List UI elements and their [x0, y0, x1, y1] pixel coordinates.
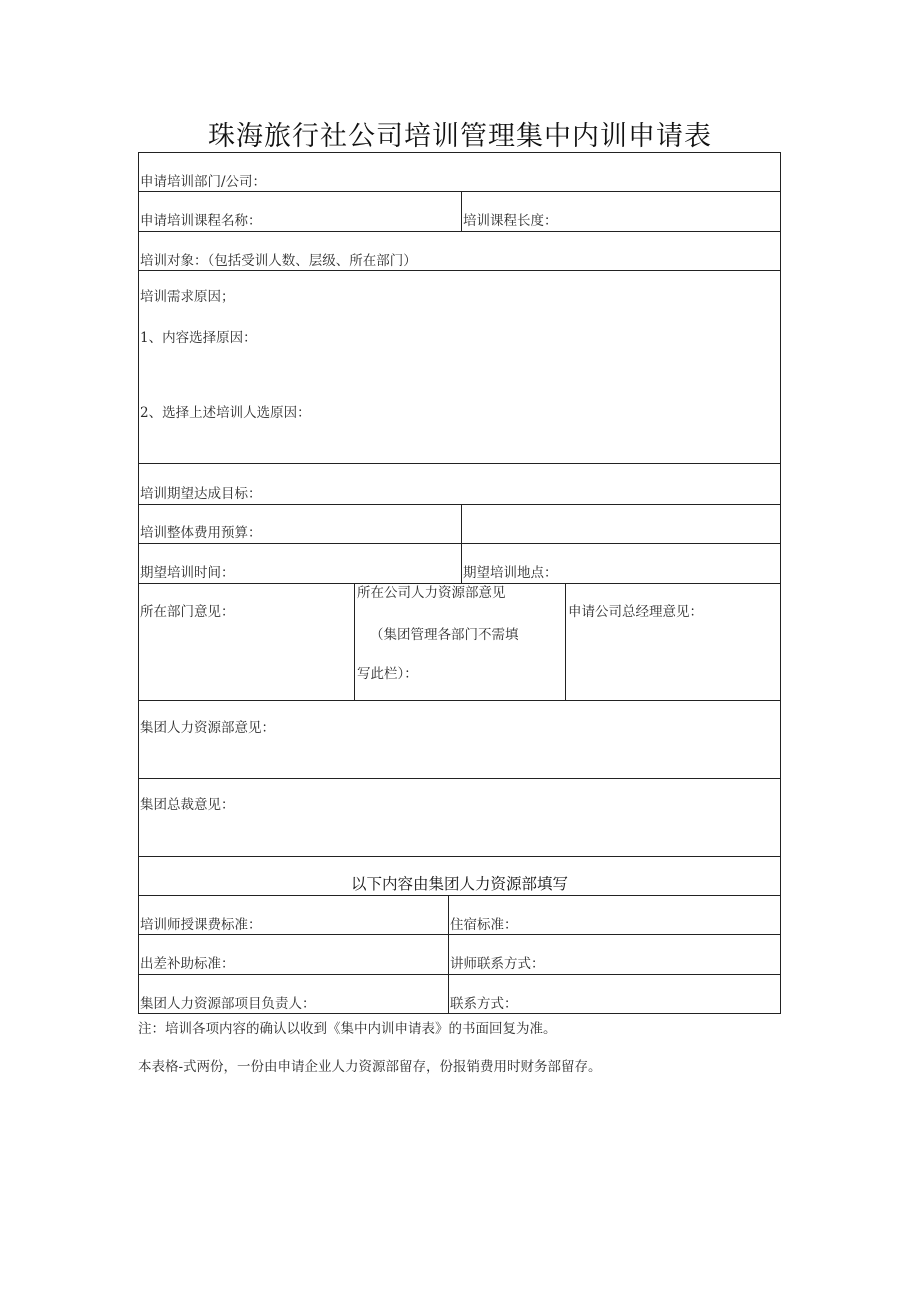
- course-length-label: 培训课程长度：: [463, 213, 558, 229]
- dept-opinion-label: 所在部门意见：: [140, 604, 235, 620]
- footnote-2: 本表格-式两份，一份由申请企业人力资源部留存，份报销费用时财务部留存。: [138, 1059, 602, 1075]
- footnote-1: 注：培训各项内容的确认以收到《集中内训申请表》的书面回复为准。: [138, 1021, 557, 1037]
- training-reason-1: 1、内容选择原因：: [140, 330, 257, 346]
- group-president-opinion-label: 集团总裁意见：: [140, 797, 235, 813]
- project-lead-label: 集团人力资源部项目负责人：: [140, 996, 316, 1012]
- travel-allowance-label: 出差补助标准：: [140, 956, 235, 972]
- training-target-label: 培训对象：（包括受训人数、层级、所在部门）: [140, 253, 417, 269]
- general-manager-opinion-label: 申请公司总经理意见：: [568, 604, 703, 620]
- expected-time-label: 期望培训时间：: [140, 565, 235, 581]
- training-reason-2: 2、选择上述培训人选原因：: [140, 405, 311, 421]
- hr-section-title: 以下内容由集团人力资源部填写: [350, 875, 568, 893]
- application-form-table: [138, 152, 781, 1014]
- trainer-contact-label: 讲师联系方式：: [450, 956, 545, 972]
- training-goal-label: 培训期望达成目标：: [140, 486, 262, 502]
- form-title: 珠海旅行社公司培训管理集中内训申请表: [208, 121, 712, 152]
- company-hr-opinion-line3: 写此栏）：: [357, 666, 418, 682]
- training-reason-title: 培训需求原因；: [140, 289, 235, 305]
- company-hr-opinion-line2: （集团管理各部门不需填: [370, 627, 519, 643]
- course-name-label: 申请培训课程名称：: [140, 213, 262, 229]
- contact-label: 联系方式：: [450, 996, 518, 1012]
- company-hr-opinion-line1: 所在公司人力资源部意见: [357, 585, 506, 601]
- lodging-standard-label: 住宿标准：: [450, 917, 518, 933]
- dept-company-label: 申请培训部门/公司：: [140, 174, 267, 190]
- group-hr-opinion-label: 集团人力资源部意见：: [140, 720, 275, 736]
- expected-place-label: 期望培训地点：: [463, 565, 558, 581]
- trainer-fee-label: 培训师授课费标准：: [140, 917, 262, 933]
- training-budget-label: 培训整体费用预算：: [140, 525, 262, 541]
